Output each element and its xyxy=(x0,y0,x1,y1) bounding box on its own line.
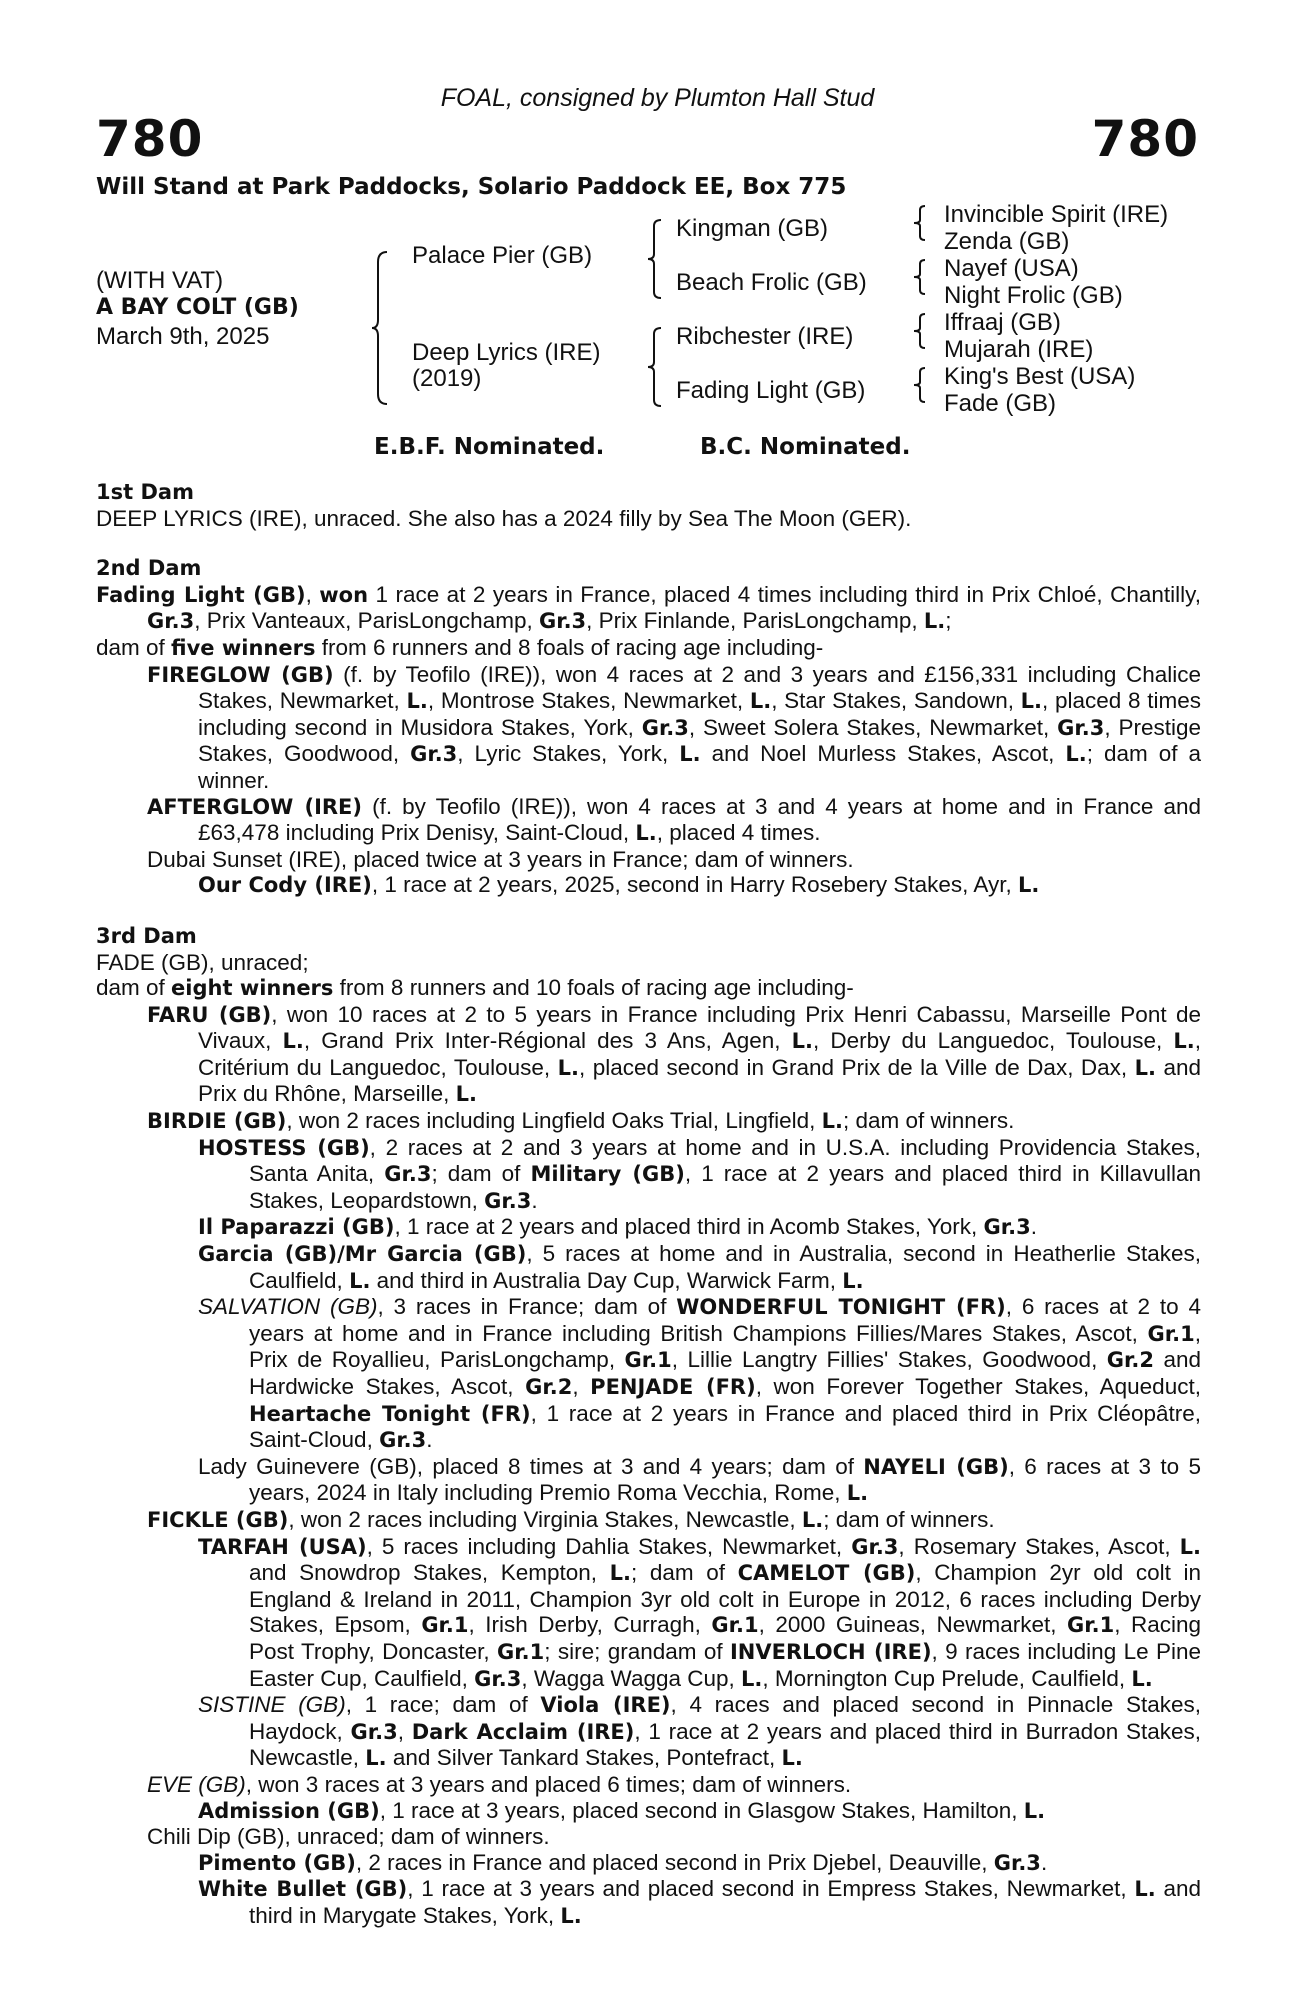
first-dam-heading: 1st Dam xyxy=(96,480,194,504)
ebf-nomination: E.B.F. Nominated. xyxy=(374,434,605,460)
stable-location: Will Stand at Park Paddocks, Solario Paddock EE, Box 775 xyxy=(96,174,847,200)
pedigree-dss: Iffraaj (GB) xyxy=(944,309,1061,336)
produce-tarfah: TARFAH (USA), 5 races including Dahlia Stakes, Newmarket, Gr.3, Rosemary Stakes, Ascot, L. and Snowdrop Stakes, Kempton, L.; dam of CAMELOT (GB), Champion 2yr old colt in England & Ireland in 2011, Champion 3yr old colt in Europe in 2012, 6 races including Derby Stakes, Epsom, Gr.1, Irish Derby, Curragh, Gr.1, 2000 Guineas, Newmarket, Gr.1, Racing Post Trophy, Doncaster, Gr.1; sire; grandam of INVERLOCH (IRE), 9 races including Le Pine Easter Cup, Caulfield, Gr.3, Wagga Wagga Cup, L., Mornington Cup Prelude, Caulfield, L. xyxy=(198,1533,1202,1691)
pedigree-sire: Palace Pier (GB) xyxy=(412,242,593,269)
second-dam-produce-summary: dam of five winners from 6 runners and 8 foals of racing age including- xyxy=(96,634,824,660)
third-dam-heading: 3rd Dam xyxy=(96,923,197,948)
produce-lady-guinevere: Lady Guinevere (GB), placed 8 times at 3 and 4 years; dam of NAYELI (GB), 6 races at 3 to 5 years, 2024 in Italy including Premio Roma Vecchia, Rome, L. xyxy=(198,1453,1201,1506)
produce-birdie: BIRDIE (GB), won 2 races including Lingfield Oaks Trial, Lingfield, L.; dam of winners. xyxy=(147,1108,1015,1134)
pedigree-brace-dd xyxy=(912,366,928,404)
lot-number-right: 780 xyxy=(1091,110,1199,168)
date-of-birth: March 9th, 2025 xyxy=(96,323,270,350)
consignor-line: FOAL, consigned by Plumton Hall Stud xyxy=(440,84,875,112)
produce-pimento: Pimento (GB), 2 races in France and placed second in Prix Djebel, Deauville, Gr.3. xyxy=(198,1849,1048,1875)
produce-afterglow: AFTERGLOW (IRE) (f. by Teofilo (IRE)), won 4 races at 3 and 4 years at home and in France and £63,478 including Prix Denisy, Saint-Cloud, L., placed 4 times. xyxy=(147,793,1201,846)
pedigree-ddd: Fade (GB) xyxy=(944,390,1057,417)
produce-il-paparazzi: Il Paparazzi (GB), 1 race at 2 years and placed third in Acomb Stakes, York, Gr.3. xyxy=(198,1214,1038,1240)
pedigree-sss: Invincible Spirit (IRE) xyxy=(944,201,1169,228)
produce-admission: Admission (GB), 1 race at 3 years, placed second in Glasgow Stakes, Hamilton, L. xyxy=(198,1797,1046,1823)
third-dam-produce-summary: dam of eight winners from 8 runners and 10 foals of racing age including- xyxy=(96,975,854,1001)
produce-white-bullet: White Bullet (GB), 1 race at 3 years and placed second in Empress Stakes, Newmarket, L. and third in Marygate Stakes, York, L. xyxy=(198,1876,1202,1928)
produce-our-cody: Our Cody (IRE), 1 race at 2 years, 2025, second in Harry Rosebery Stakes, Ayr, L. xyxy=(198,872,1040,898)
pedigree-brace-ss xyxy=(912,204,928,242)
produce-faru: FARU (GB), won 10 races at 2 to 5 years in France including Prix Henri Cabassu, Marseille Pont de Vivaux, L., Grand Prix Inter-Régional des 3 Ans, Agen, L., Derby du Languedoc, Toulouse, L., Critérium du Languedoc, Toulouse, L., placed second in Grand Prix de la Ville de Dax, Dax, L. and Prix du Rhône, Marseille, L. xyxy=(147,1001,1201,1107)
pedigree-sds: Nayef (USA) xyxy=(944,255,1079,282)
produce-hostess: HOSTESS (GB), 2 races at 2 and 3 years at home and in U.S.A. including Providencia Stakes, Santa Anita, Gr.3; dam of Military (GB), 1 race at 2 years and placed third in Killavullan Stakes, Leopardstown, Gr.3. xyxy=(198,1134,1201,1213)
produce-salvation: SALVATION (GB), 3 races in France; dam of WONDERFUL TONIGHT (FR), 6 races at 2 to 4 years at home and in France including British Champions Fillies/Mares Stakes, Ascot, Gr.1, Prix de Royallieu, ParisLongchamp, Gr.1, Lillie Langtry Fillies' Stakes, Goodwood, Gr.2 and Hardwicke Stakes, Ascot, Gr.2, PENJADE (FR), won Forever Together Stakes, Aqueduct, Heartache Tonight (FR), 1 race at 2 years in France and placed third in Prix Cléopâtre, Saint-Cloud, Gr.3. xyxy=(198,1294,1202,1453)
produce-eve: EVE (GB), won 3 races at 3 years and placed 6 times; dam of winners. xyxy=(147,1771,852,1797)
pedigree-dam: Deep Lyrics (IRE) xyxy=(412,339,601,366)
produce-sistine: SISTINE (GB), 1 race; dam of Viola (IRE), 4 races and placed second in Pinnacle Stakes, Haydock, Gr.3, Dark Acclaim (IRE), 1 race at 2 years and placed third in Burradon Stakes, Newcastle, L. and Silver Tankard Stakes, Pontefract, L. xyxy=(198,1692,1201,1771)
lot-name: A BAY COLT (GB) xyxy=(96,295,299,320)
pedigree-ssd: Zenda (GB) xyxy=(944,228,1070,255)
produce-dubai-sunset: Dubai Sunset (IRE), placed twice at 3 years in France; dam of winners. xyxy=(147,846,854,872)
produce-garcia: Garcia (GB)/Mr Garcia (GB), 5 races at home and in Australia, second in Heatherlie Stakes, Caulfield, L. and third in Australia Day Cup, Warwick Farm, L. xyxy=(198,1241,1201,1293)
pedigree-sdd: Night Frolic (GB) xyxy=(944,282,1123,309)
pedigree-sire-sire: Kingman (GB) xyxy=(676,215,829,242)
pedigree-dam-dam: Fading Light (GB) xyxy=(676,377,866,404)
vat-note: (WITH VAT) xyxy=(96,267,224,294)
bc-nomination: B.C. Nominated. xyxy=(700,434,911,460)
lot-number-left: 780 xyxy=(96,110,204,168)
catalogue-body xyxy=(96,480,1201,1929)
pedigree-dsd: Mujarah (IRE) xyxy=(944,336,1094,363)
pedigree-brace-ds xyxy=(912,312,928,350)
pedigree-brace-sd xyxy=(912,258,928,296)
pedigree-brace-main xyxy=(370,250,390,406)
pedigree-brace-sire xyxy=(646,218,664,300)
third-dam-name: FADE (GB), unraced; xyxy=(96,949,309,975)
produce-chili-dip: Chili Dip (GB), unraced; dam of winners. xyxy=(147,1824,550,1850)
pedigree-dam-year: (2019) xyxy=(412,365,482,392)
pedigree-dam-sire: Ribchester (IRE) xyxy=(676,323,854,350)
pedigree-dds: King's Best (USA) xyxy=(944,363,1136,390)
first-dam-text: DEEP LYRICS (IRE), unraced. She also has a 2024 filly by Sea The Moon (GER). xyxy=(96,505,912,531)
second-dam-heading: 2nd Dam xyxy=(96,556,202,581)
produce-fireglow: FIREGLOW (GB) (f. by Teofilo (IRE)), won 4 races at 2 and 3 years and £156,331 including Chalice Stakes, Newmarket, L., Montrose Stakes, Newmarket, L., Star Stakes, Sandown, L., placed 8 times including second in Musidora Stakes, York, Gr.3, Sweet Solera Stakes, Newmarket, Gr.3, Prestige Stakes, Goodwood, Gr.3, Lyric Stakes, York, L. and Noel Murless Stakes, Ascot, L.; dam of a winner. xyxy=(147,661,1202,793)
second-dam-entry: Fading Light (GB), won 1 race at 2 years in France, placed 4 times including third in Prix Chloé, Chantilly, Gr.3, Prix Vanteaux, ParisLongchamp, Gr.3, Prix Finlande, ParisLongchamp, L.; xyxy=(96,581,1201,634)
pedigree-brace-dam xyxy=(646,326,664,408)
pedigree-sire-dam: Beach Frolic (GB) xyxy=(676,269,867,296)
produce-fickle: FICKLE (GB), won 2 races including Virginia Stakes, Newcastle, L.; dam of winners. xyxy=(147,1506,995,1532)
